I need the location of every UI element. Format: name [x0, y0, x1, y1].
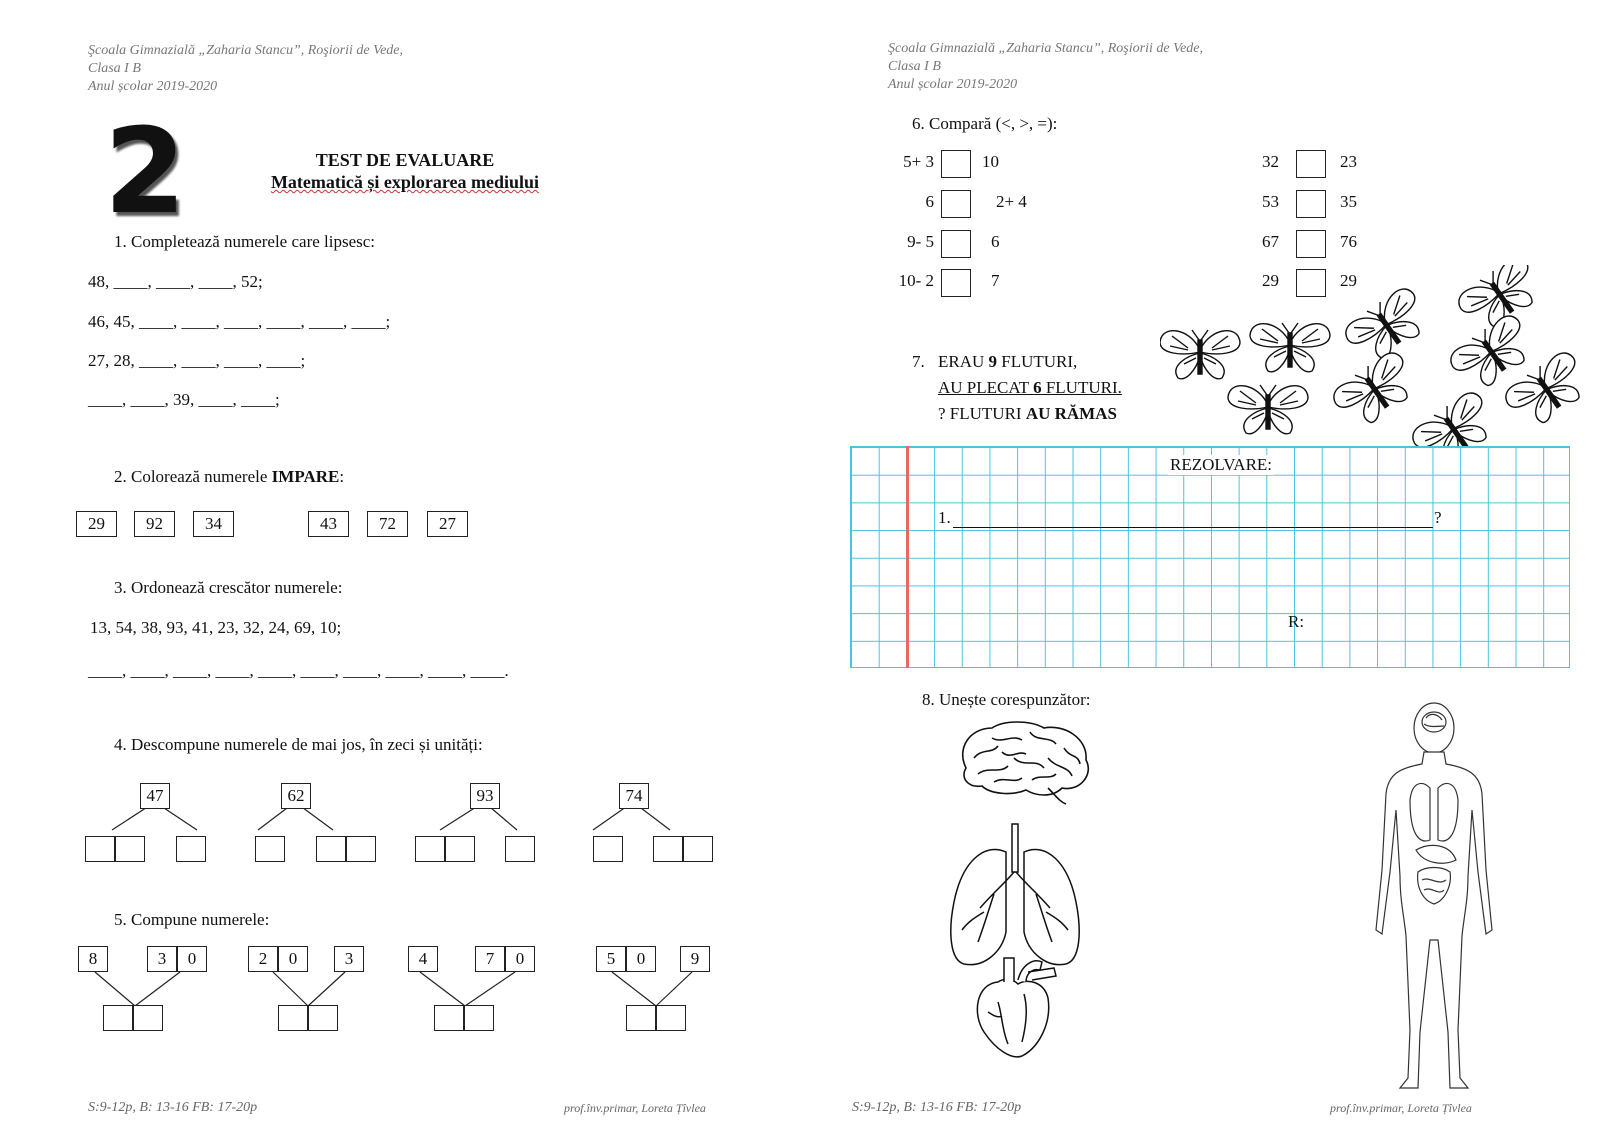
- q5-digit-box: 7: [475, 946, 505, 972]
- q7-line2-post: FLUTURI.: [1041, 378, 1122, 397]
- school-header-right: [888, 40, 1203, 94]
- q4-answer-box[interactable]: [653, 836, 683, 862]
- q6-compare-box[interactable]: [1296, 190, 1326, 218]
- q2-number-box[interactable]: 27: [427, 511, 468, 537]
- q4-number-box: 62: [281, 783, 311, 809]
- q5-digit-box: 0: [626, 946, 656, 972]
- q6-compare-box[interactable]: [941, 230, 971, 258]
- q6-right-b: 35: [1340, 192, 1357, 211]
- q5-answer-box[interactable]: [133, 1005, 163, 1031]
- q4-answer-box[interactable]: [346, 836, 376, 862]
- q5-answer-box[interactable]: [434, 1005, 464, 1031]
- q5-digit-box: 0: [177, 946, 207, 972]
- q7-number: 7.: [912, 352, 925, 371]
- school-name: Şcoala Gimnazială „Zaharia Stancu”, Roşiorii de Vede,: [888, 41, 1203, 56]
- q1-label: 1. Completează numerele care lipsesc:: [114, 232, 376, 251]
- q5-digit-box: 0: [505, 946, 535, 972]
- q2-number-box[interactable]: 43: [308, 511, 349, 537]
- q7-line2-pre: AU PLECAT: [938, 378, 1034, 397]
- q5-answer-box[interactable]: [278, 1005, 308, 1031]
- butterflies-illustration: [1160, 265, 1600, 475]
- butterfly-icon: [1250, 323, 1330, 372]
- q7-line-2: [938, 378, 1122, 398]
- author-credit: prof.înv.primar, Loreta Țîvlea: [564, 1101, 706, 1115]
- butterfly-icon: [1228, 385, 1308, 434]
- q1-line-3: 27, 28, ____, ____, ____, ____;: [88, 351, 306, 370]
- q5-answer-box[interactable]: [103, 1005, 133, 1031]
- answer-label: R:: [1288, 612, 1305, 631]
- q6-left-b: 7: [991, 271, 1000, 290]
- q6-left-b: 2+ 4: [996, 192, 1027, 211]
- q7-line3-bold: AU RĂMAS: [1025, 404, 1117, 423]
- solution-step-number: 1.: [938, 508, 951, 527]
- solution-grid[interactable]: [850, 446, 1570, 668]
- q1-line-1: 48, ____, ____, ____, 52;: [88, 272, 263, 291]
- q5-digit-box: 2: [248, 946, 278, 972]
- q5-digit-box: 0: [278, 946, 308, 972]
- q4-number-box: 47: [140, 783, 170, 809]
- q2-label: [114, 467, 344, 487]
- school-year: Anul școlar 2019-2020: [888, 77, 1018, 92]
- q4-answer-box[interactable]: [445, 836, 475, 862]
- q6-right-b: 23: [1340, 152, 1357, 171]
- school-year: Anul școlar 2019-2020: [88, 79, 218, 94]
- q5-answer-box[interactable]: [308, 1005, 338, 1031]
- q2-label-prefix: 2. Colorează numerele: [114, 467, 272, 486]
- q7-line1-bold: 9: [988, 352, 998, 371]
- q6-compare-box[interactable]: [941, 269, 971, 297]
- q7-line3-pre: ? FLUTURI: [938, 404, 1026, 423]
- q6-right-b: 29: [1340, 271, 1357, 290]
- q6-compare-box[interactable]: [1296, 230, 1326, 258]
- solution-question-mark: ?: [1434, 508, 1442, 527]
- school-header: [88, 42, 403, 96]
- q6-right-a: 67: [1262, 232, 1279, 251]
- q4-answer-box[interactable]: [176, 836, 206, 862]
- class-name: Clasa I B: [888, 59, 941, 74]
- q2-number-box[interactable]: 92: [134, 511, 175, 537]
- q3-label: 3. Ordonează crescător numerele:: [114, 578, 343, 597]
- q5-digit-box: 3: [334, 946, 364, 972]
- heart-illustration[interactable]: [968, 952, 1068, 1062]
- score-legend: S:9-12p, B: 13-16 FB: 17-20p: [88, 1100, 258, 1115]
- solution-label: REZOLVARE:: [1170, 455, 1273, 474]
- q4-answer-box[interactable]: [115, 836, 145, 862]
- q2-label-bold: IMPARE: [271, 467, 340, 486]
- lungs-illustration[interactable]: [944, 822, 1086, 972]
- score-legend-right: S:9-12p, B: 13-16 FB: 17-20p: [852, 1100, 1022, 1115]
- author-credit-right: prof.înv.primar, Loreta Țîvlea: [1330, 1101, 1472, 1115]
- q5-digit-box: 9: [680, 946, 710, 972]
- q6-left-a: 6: [925, 192, 934, 211]
- q4-answer-box[interactable]: [505, 836, 535, 862]
- q6-left-a: 9- 5: [907, 232, 934, 251]
- q1-line-4: ____, ____, 39, ____, ____;: [88, 390, 280, 409]
- q6-left-b: 6: [991, 232, 1000, 251]
- q5-digit-box: 4: [408, 946, 438, 972]
- q5-digit-box: 5: [596, 946, 626, 972]
- grid-margin-line: [906, 446, 909, 668]
- q6-right-b: 76: [1340, 232, 1357, 251]
- q2-number-box[interactable]: 29: [76, 511, 117, 537]
- test-subtitle: Matematică și explorarea mediului: [270, 172, 540, 192]
- q4-answer-box[interactable]: [415, 836, 445, 862]
- q3-blanks: ____, ____, ____, ____, ____, ____, ____, ____, ____, ____.: [88, 661, 509, 680]
- q2-label-suffix: :: [339, 467, 345, 486]
- class-name: Clasa I B: [88, 61, 141, 76]
- q6-label: 6. Compară (<, >, =):: [912, 114, 1058, 133]
- q4-number-box: 74: [619, 783, 649, 809]
- q4-answer-box[interactable]: [683, 836, 713, 862]
- q5-answer-box[interactable]: [464, 1005, 494, 1031]
- q6-left-b: 10: [982, 152, 999, 171]
- q4-answer-box[interactable]: [316, 836, 346, 862]
- butterfly-icon: [1329, 348, 1423, 434]
- q4-answer-box[interactable]: [593, 836, 623, 862]
- q5-label: 5. Compune numerele:: [114, 910, 270, 929]
- q6-right-a: 29: [1262, 271, 1279, 290]
- q7-line1-post: FLUTURI,: [997, 352, 1078, 371]
- butterfly-icon: [1160, 330, 1240, 379]
- q7-line-1: [938, 352, 1077, 372]
- q6-compare-box[interactable]: [941, 150, 971, 178]
- test-title: TEST DE EVALUARE: [315, 150, 495, 170]
- school-name: Şcoala Gimnazială „Zaharia Stancu”, Roşiorii de Vede,: [88, 43, 403, 58]
- q3-numbers: 13, 54, 38, 93, 41, 23, 32, 24, 69, 10;: [90, 618, 342, 637]
- q6-compare-box[interactable]: [1296, 150, 1326, 178]
- q6-left-a: 10- 2: [898, 271, 934, 290]
- q5-digit-box: 8: [78, 946, 108, 972]
- q4-number-box: 93: [470, 783, 500, 809]
- q7-line-3: [938, 404, 1117, 424]
- q7-line2-bold: 6: [1033, 378, 1042, 397]
- q4-answer-box[interactable]: [85, 836, 115, 862]
- q6-right-a: 32: [1262, 152, 1279, 171]
- q2-number-box[interactable]: 34: [193, 511, 234, 537]
- q2-number-box[interactable]: 72: [367, 511, 408, 537]
- q5-composition-lines: [80, 970, 720, 1020]
- q4-answer-box[interactable]: [255, 836, 285, 862]
- human-body-illustration[interactable]: [1360, 700, 1510, 1100]
- q6-right-a: 53: [1262, 192, 1279, 211]
- q6-left-a: 5+ 3: [903, 152, 934, 171]
- q7-line1-pre: ERAU: [938, 352, 989, 371]
- q4-label: 4. Descompune numerele de mai jos, în zeci și unități:: [114, 735, 483, 754]
- q1-line-2: 46, 45, ____, ____, ____, ____, ____, ____;: [88, 312, 391, 331]
- brain-illustration[interactable]: [952, 718, 1098, 808]
- q5-answer-box[interactable]: [626, 1005, 656, 1031]
- solution-answer-line[interactable]: [953, 527, 1433, 528]
- q5-answer-box[interactable]: [656, 1005, 686, 1031]
- q6-compare-box[interactable]: [941, 190, 971, 218]
- q5-digit-box: 3: [147, 946, 177, 972]
- test-number: 2: [104, 102, 187, 240]
- q8-label: 8. Unește corespunzător:: [922, 690, 1091, 709]
